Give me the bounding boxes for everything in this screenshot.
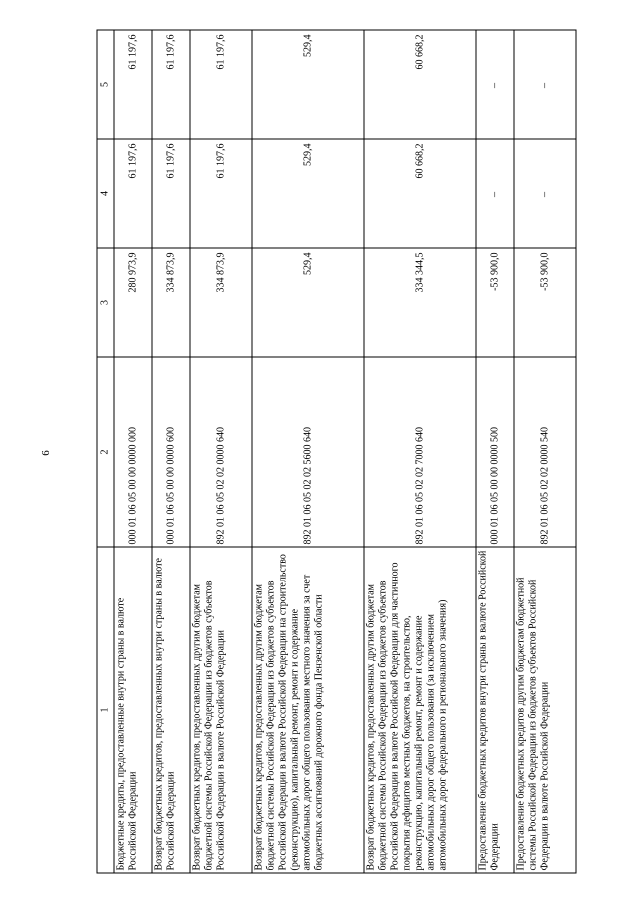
row-value-4: – — [514, 139, 576, 248]
row-value-3: 334 873,9 — [190, 248, 252, 357]
row-code: 892 01 06 05 02 02 7000 640 — [364, 357, 476, 547]
table-row — [364, 30, 476, 873]
row-name: Возврат бюджетных кредитов, предоставленных другим бюджетам бюджетной системы Российской Федерации из бюджетов субъектов Российской Федерации в валюте Российской Федерации — [190, 547, 252, 873]
table-row — [514, 30, 576, 873]
table-header-row — [97, 30, 114, 873]
row-value-4: 60 668,2 — [364, 139, 476, 248]
row-code: 892 01 06 05 02 02 0000 540 — [514, 357, 576, 547]
row-name: Возврат бюджетных кредитов, предоставленных другим бюджетам бюджетной системы Российской Федерации из бюджетов субъектов Российской Федерации в валюте Российской Федерации для частичного покрытия дефицитов местных бюджетов, на строительство, реконструкцию, капитальный ремонт, ремонт и содержание автомобильных дорог общего пользования (за исключением автомобильных дорог федерального и регионального значения) — [364, 547, 476, 873]
table-row — [252, 30, 364, 873]
budget-credits-table — [96, 30, 576, 874]
row-code: 892 01 06 05 02 02 0000 640 — [190, 357, 252, 547]
row-value-4: 529,4 — [252, 139, 364, 248]
row-name: Предоставление бюджетных кредитов внутри страны в валюте Российской Федерации — [476, 547, 514, 873]
row-value-3: 334 873,9 — [152, 248, 190, 357]
row-value-3: 334 344,5 — [364, 248, 476, 357]
row-code: 892 01 06 05 02 02 5600 640 — [252, 357, 364, 547]
column-header-3: 3 — [97, 248, 114, 357]
table-row — [190, 30, 252, 873]
row-value-3: -53 900,0 — [476, 248, 514, 357]
column-header-5: 5 — [97, 30, 114, 139]
table-row — [476, 30, 514, 873]
row-name: Бюджетные кредиты, предоставленные внутри страны в валюте Российской Федерации — [114, 547, 152, 873]
row-name: Возврат бюджетных кредитов, предоставленных внутри страны в валюте Российской Федерации — [152, 547, 190, 873]
row-value-5: – — [514, 30, 576, 139]
column-header-4: 4 — [97, 139, 114, 248]
row-value-5: – — [476, 30, 514, 139]
column-header-1: 1 — [97, 547, 114, 873]
row-value-5: 529,4 — [252, 30, 364, 139]
row-value-5: 61 197,6 — [114, 30, 152, 139]
row-value-4: 61 197,6 — [152, 139, 190, 248]
row-value-3: -53 900,0 — [514, 248, 576, 357]
row-value-5: 61 197,6 — [152, 30, 190, 139]
row-value-4: 61 197,6 — [114, 139, 152, 248]
row-code: 000 01 06 05 00 00 0000 500 — [476, 357, 514, 547]
table-row — [114, 30, 152, 873]
row-name: Предоставление бюджетных кредитов другим бюджетам бюджетной системы Российской Федерации из бюджетов субъектов Российской Федерации в валюте Российской Федерации — [514, 547, 576, 873]
row-code: 000 01 06 05 00 00 0000 600 — [152, 357, 190, 547]
page-number: 6 — [40, 450, 52, 456]
row-value-3: 529,4 — [252, 248, 364, 357]
row-value-3: 280 973,9 — [114, 248, 152, 357]
row-value-5: 61 197,6 — [190, 30, 252, 139]
row-name: Возврат бюджетных кредитов, предоставленных другим бюджетам бюджетной системы Российской Федерации из бюджетов субъектов Российской Федерации в валюте Российской Федерации на строительство (реконструкцию), капитальный ремонт, ремонт и содержание автомобильных дорог общего пользования местного значения за счет бюджетных ассигнований дорожного фонда Пензенской области — [252, 547, 364, 873]
budget-table-container — [96, 31, 550, 874]
column-header-2: 2 — [97, 357, 114, 547]
row-value-5: 60 668,2 — [364, 30, 476, 139]
table-row — [152, 30, 190, 873]
row-value-4: – — [476, 139, 514, 248]
row-code: 000 01 06 05 00 00 0000 000 — [114, 357, 152, 547]
row-value-4: 61 197,6 — [190, 139, 252, 248]
